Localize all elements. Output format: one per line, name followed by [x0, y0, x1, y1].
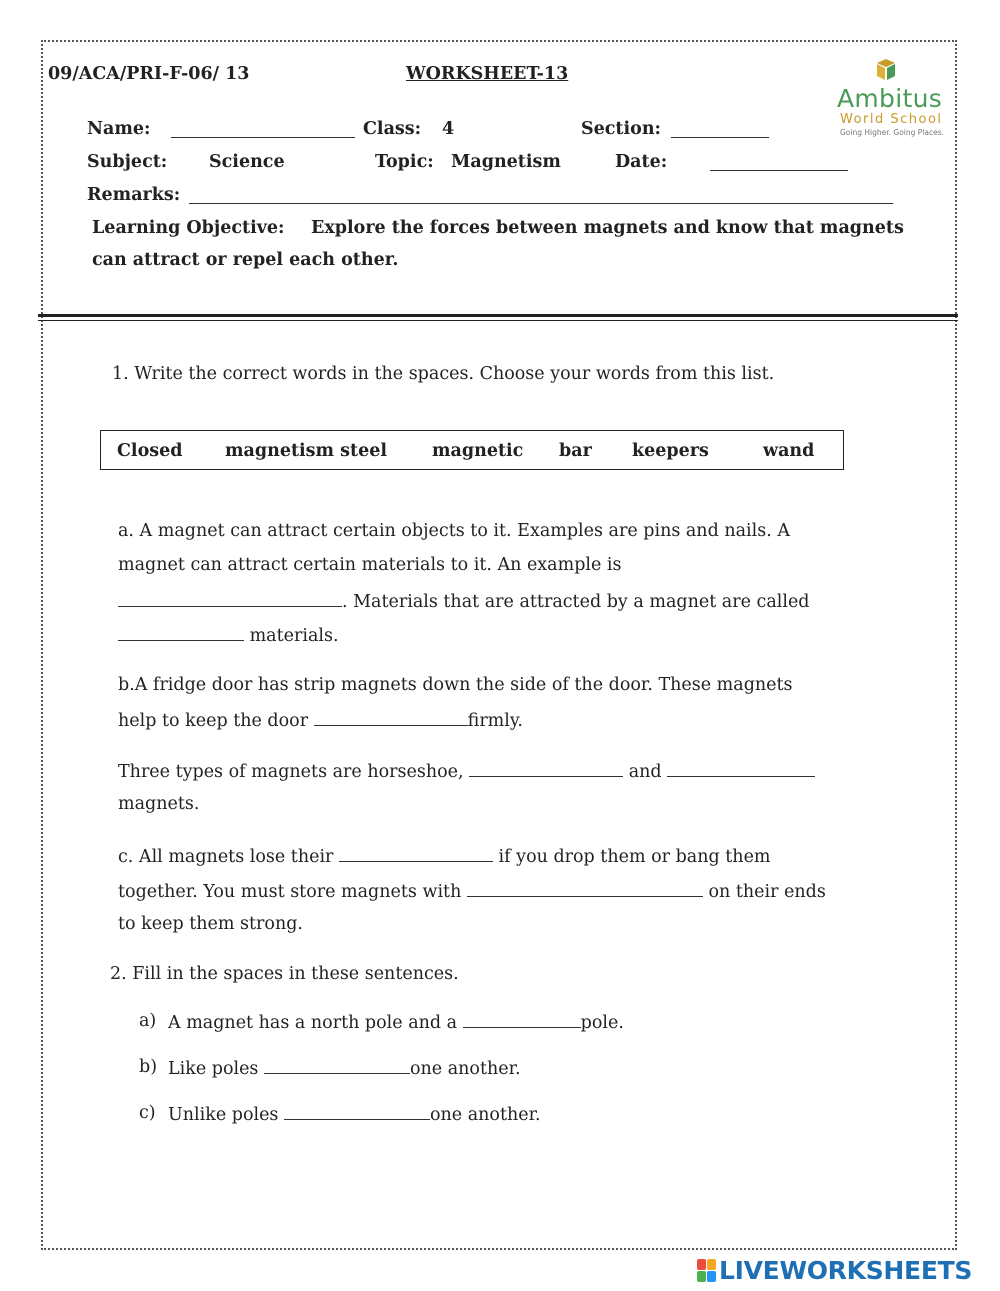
header-divider-thin [38, 320, 958, 321]
date-label: Date: [615, 152, 668, 172]
liveworksheets-brand[interactable] [697, 1256, 997, 1286]
topic-label: Topic: [375, 152, 434, 172]
q1c-line-3: to keep them strong. [118, 914, 303, 934]
word-bank-item: magnetism steel [225, 441, 387, 461]
magnet-types-line-2: magnets. [118, 794, 200, 814]
worksheet-code: 09/ACA/PRI-F-06/ 13 [48, 64, 250, 84]
q2a-line: A magnet has a north pole and a pole. [168, 1013, 624, 1033]
remarks-label: Remarks: [87, 185, 181, 205]
q1a-line-1: a. A magnet can attract certain objects to it. Examples are pins and nails. A [118, 521, 790, 541]
objective-line-1: Explore the forces between magnets and know that magnets [311, 218, 904, 238]
school-logo [835, 58, 947, 138]
worksheet-title: WORKSHEET-13 [406, 64, 569, 84]
date-field[interactable] [710, 154, 848, 171]
q2b-label: b) [139, 1057, 158, 1077]
word-bank-item: keepers [632, 441, 709, 461]
q1b-blank[interactable] [314, 709, 468, 726]
q1b-line-2: help to keep the door firmly. [118, 711, 523, 731]
q2-instruction: 2. Fill in the spaces in these sentences. [110, 964, 459, 984]
liveworksheets-wordmark: LIVEWORKSHEETS [719, 1256, 973, 1285]
magnet-type-blank-1[interactable] [469, 760, 623, 777]
q2a-blank[interactable] [463, 1011, 581, 1028]
subject-label: Subject: [87, 152, 168, 172]
q1a-blank-1[interactable] [118, 590, 342, 607]
logo-name: Ambitus [837, 84, 943, 113]
remarks-field[interactable] [189, 187, 893, 204]
q2a-label: a) [139, 1011, 157, 1031]
q1c-blank-2[interactable] [467, 880, 703, 897]
topic-value: Magnetism [451, 152, 561, 172]
q1c-line-1: c. All magnets lose their if you drop them or bang them [118, 847, 771, 867]
objective-label: Learning Objective: [92, 218, 285, 238]
magnet-types-line-1: Three types of magnets are horseshoe, and [118, 760, 815, 782]
word-bank-item: magnetic [432, 441, 524, 461]
q1-instruction: 1. Write the correct words in the spaces. Choose your words from this list. [112, 364, 775, 384]
section-label: Section: [581, 119, 662, 139]
q1c-blank-1[interactable] [339, 845, 493, 862]
q1a-blank-2[interactable] [118, 624, 244, 641]
word-bank-item: bar [559, 441, 592, 461]
word-bank-item: wand [763, 441, 815, 461]
q1c-line-2: together. You must store magnets with on their ends [118, 882, 826, 902]
liveworksheets-logo-icon [697, 1259, 717, 1283]
school-crest-icon [875, 58, 897, 82]
q1a-line-4: materials. [118, 624, 339, 646]
q2c-line: Unlike poles one another. [168, 1105, 541, 1125]
word-bank [100, 430, 844, 470]
logo-tagline: Going Higher. Going Places. [840, 128, 945, 137]
header-divider [38, 314, 958, 317]
name-field[interactable] [171, 121, 355, 138]
q2b-line: Like poles one another. [168, 1059, 521, 1079]
class-label: Class: [363, 119, 422, 139]
q1a-line-3: . Materials that are attracted by a magnet are called [118, 590, 810, 612]
word-bank-item: Closed [117, 441, 183, 461]
name-label: Name: [87, 119, 151, 139]
logo-subtitle: World School [840, 112, 943, 127]
class-value: 4 [442, 119, 455, 139]
objective-line-2: can attract or repel each other. [92, 250, 399, 270]
q1a-line-2: magnet can attract certain materials to it. An example is [118, 555, 622, 575]
q2c-label: c) [139, 1103, 156, 1123]
q2b-blank[interactable] [264, 1057, 410, 1074]
magnet-type-blank-2[interactable] [667, 760, 815, 777]
q2c-blank[interactable] [284, 1103, 430, 1120]
q1b-line-1: b.A fridge door has strip magnets down the side of the door. These magnets [118, 675, 793, 695]
section-field[interactable] [671, 121, 769, 138]
subject-value: Science [209, 152, 285, 172]
